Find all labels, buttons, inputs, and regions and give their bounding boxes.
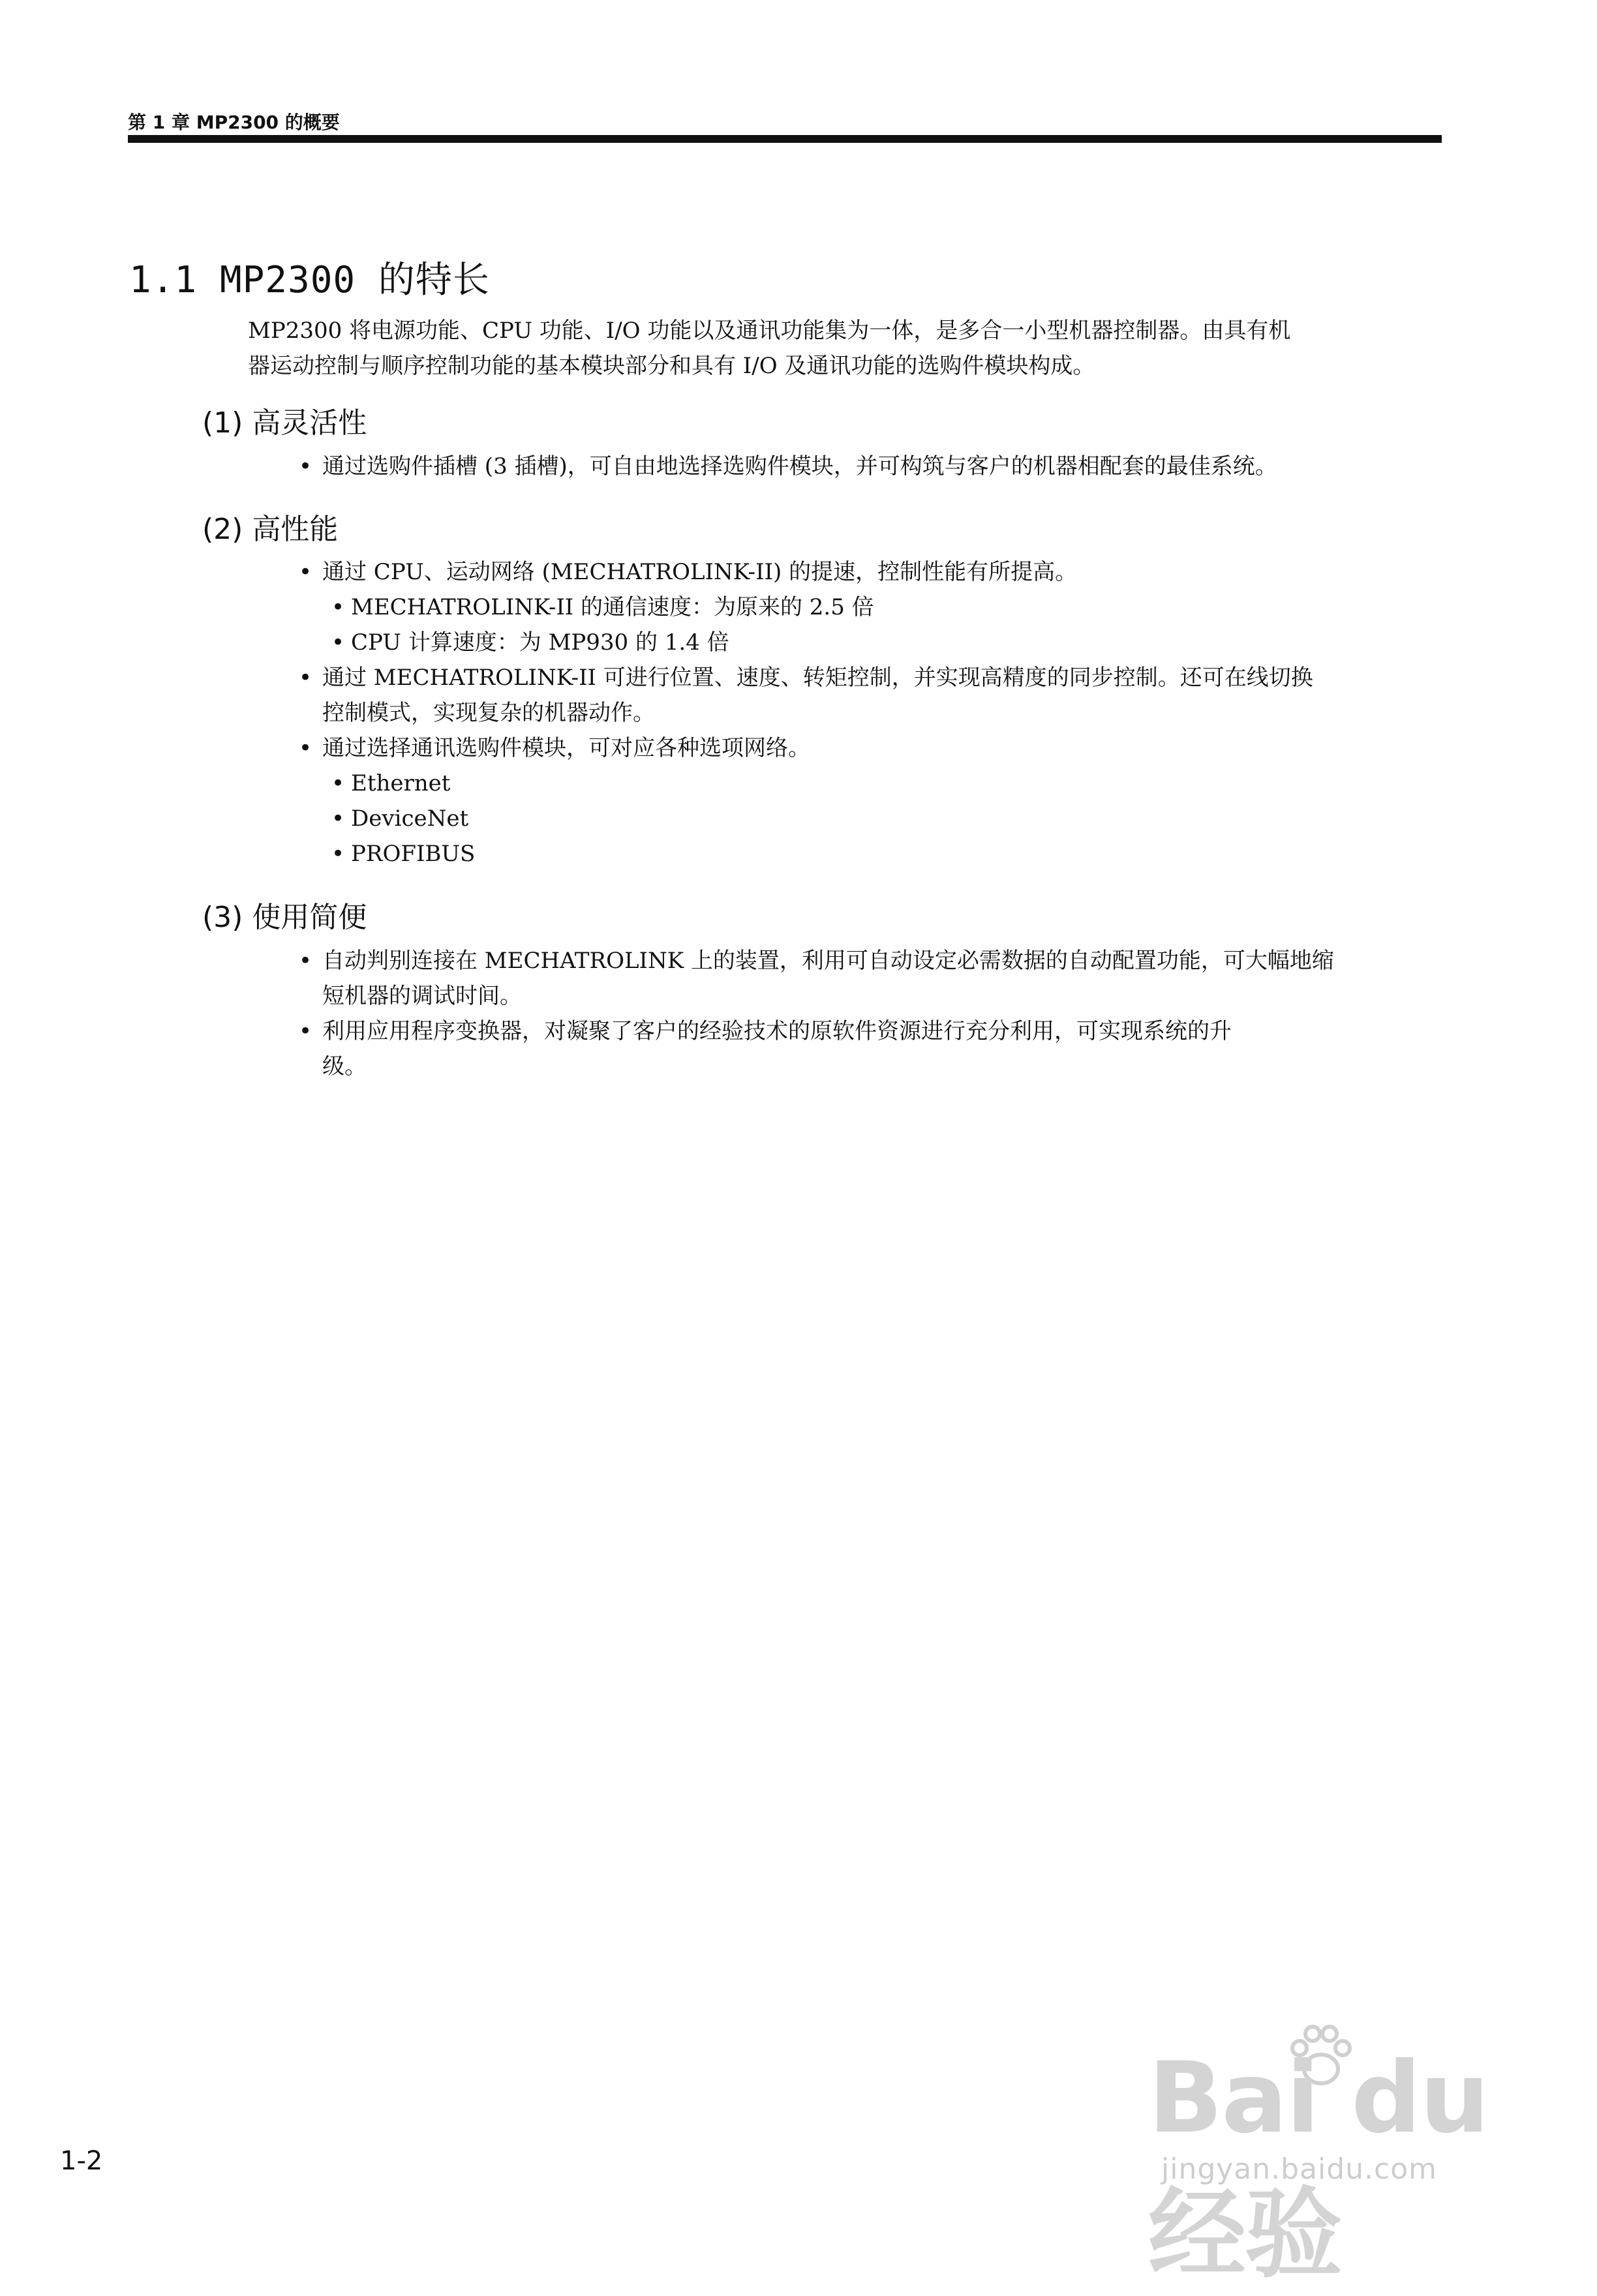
list-item [299, 731, 1447, 766]
section-intro [248, 313, 1442, 384]
sub-list-item-text: MECHATROLINK-II 的通信速度：为原来的 2.5 倍 [351, 594, 874, 620]
list-item-text: 通过 MECHATROLINK-II 可进行位置、速度、转矩控制，并实现高精度的同步控制。还可在线切换 [322, 665, 1313, 691]
bullet-dot: • [299, 1018, 312, 1044]
intro-line: MP2300 将电源功能、CPU 功能、I/O 功能以及通讯功能集为一体，是多合一小型机器控制器。由具有机 [248, 318, 1291, 344]
bullet-dot: • [299, 559, 312, 585]
list-item-continuation [299, 978, 1447, 1014]
bullet-dot: • [331, 770, 345, 796]
list-item-continuation [299, 695, 1447, 731]
bullet-dot: • [299, 735, 312, 761]
list-item [299, 1014, 1447, 1049]
sub-list-item [331, 766, 450, 801]
header-rule [128, 135, 1442, 143]
subsection-title-usability: (3) 使用简便 [202, 901, 367, 934]
bullet-dot: • [331, 806, 345, 832]
list-item-text: 控制模式，实现复杂的机器动作。 [322, 700, 655, 726]
chapter-header: 第 1 章 MP2300 的概要 [128, 112, 340, 133]
sub-list-item [331, 836, 475, 871]
sub-list-item [331, 801, 468, 836]
list-item-text: 级。 [322, 1053, 367, 1080]
watermark-url: jingyan.baidu.com [1161, 2152, 1438, 2186]
list-item [299, 943, 1447, 978]
section-title: 1.1 MP2300 的特长 [129, 259, 490, 301]
bullet-dot: • [299, 453, 312, 479]
sub-list-item-text: CPU 计算速度：为 MP930 的 1.4 倍 [351, 629, 729, 656]
page-number: 1-2 [60, 2146, 103, 2176]
bullet-dot: • [331, 629, 345, 656]
list-item-text: 短机器的调试时间。 [322, 983, 522, 1009]
list-item-continuation [299, 1049, 1447, 1084]
list-item-text: 自动判别连接在 MECHATROLINK 上的装置，利用可自动设定必需数据的自动配置功能，可大幅地缩 [322, 948, 1334, 974]
sub-list-item-text: PROFIBUS [351, 841, 476, 867]
baidu-watermark [1148, 2022, 1527, 2291]
sub-list-item [331, 625, 729, 660]
list-item [299, 554, 1447, 590]
sub-list-item-text: DeviceNet [351, 806, 469, 832]
subsection-title-flexibility: (1) 高灵活性 [202, 406, 367, 440]
list-item-text: 通过 CPU、运动网络 (MECHATROLINK-II) 的提速，控制性能有所提高。 [322, 559, 1078, 585]
intro-line: 器运动控制与顺序控制功能的基本模块部分和具有 I/O 及通讯功能的选购件模块构成。 [248, 353, 1095, 379]
list-item [299, 660, 1447, 695]
bullet-dot: • [331, 594, 345, 620]
sub-list-item [331, 590, 874, 625]
list-item-text: 通过选购件插槽 (3 插槽)，可自由地选择选购件模块，并可构筑与客户的机器相配套的最佳系统。 [322, 453, 1277, 479]
bullet-dot: • [331, 841, 345, 867]
bullet-dot: • [299, 948, 312, 974]
bullet-dot: • [299, 665, 312, 691]
subsection-title-performance: (2) 高性能 [202, 513, 339, 546]
sub-list-item-text: Ethernet [351, 770, 451, 796]
list-item-text: 利用应用程序变换器，对凝聚了客户的经验技术的原软件资源进行充分利用，可实现系统的升 [322, 1018, 1232, 1044]
watermark-logo: Bai du 经验 [1148, 2042, 1489, 2291]
list-item-text: 通过选择通讯选购件模块，可对应各种选项网络。 [322, 735, 810, 761]
list-item [299, 449, 1447, 484]
